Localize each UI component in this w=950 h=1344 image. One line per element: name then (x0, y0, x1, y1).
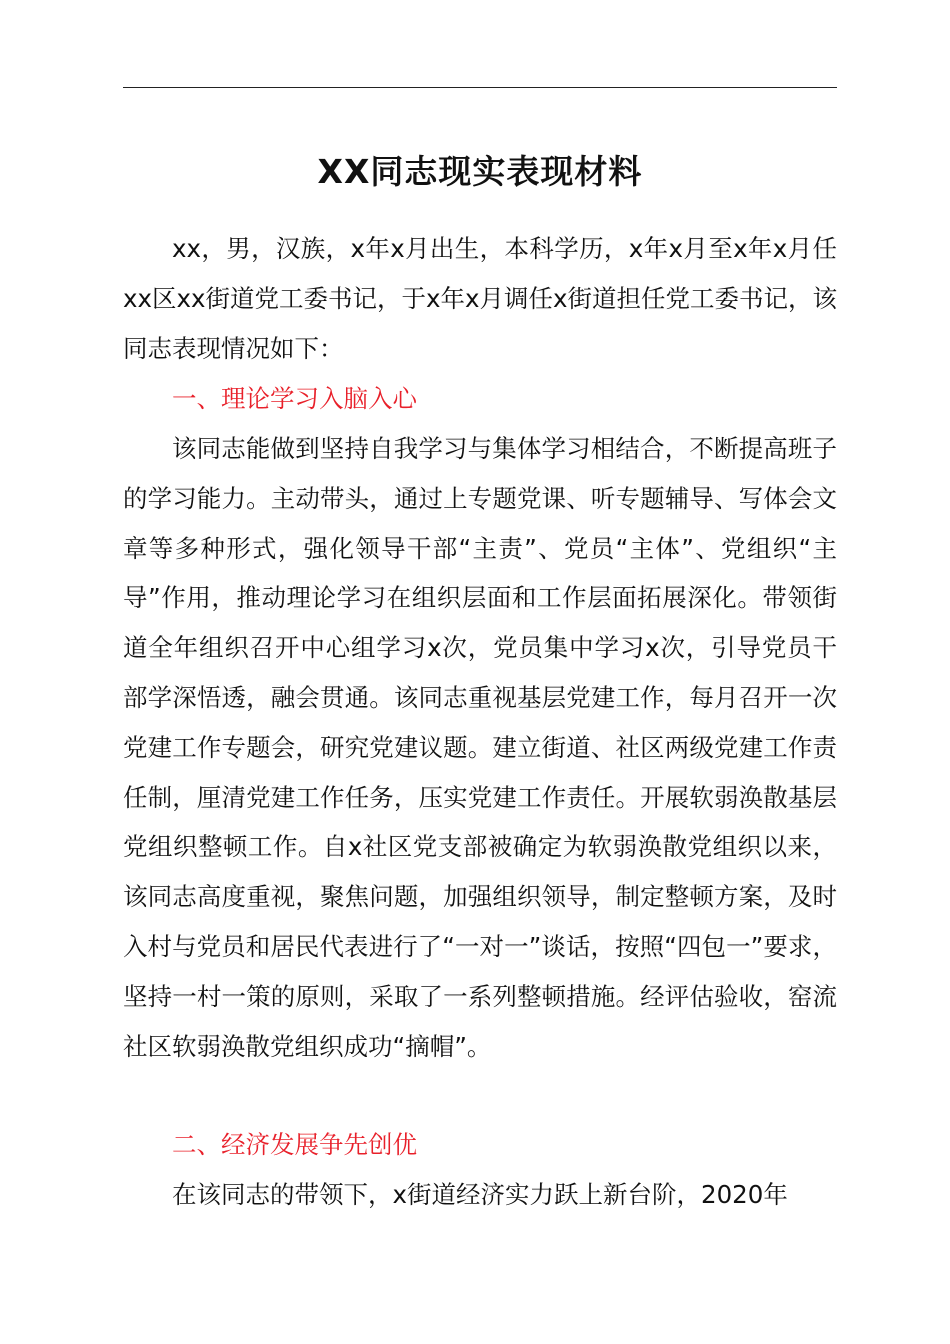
section-heading-theory-study: 一、理论学习入脑入心 (172, 384, 417, 413)
document-title: XX同志现实表现材料 (317, 152, 643, 191)
header-rule (123, 87, 837, 88)
section-paragraph-theory-study: 该同志能做到坚持自我学习与集体学习相结合，不断提高班子的学习能力。主动带头，通过上专题党课、听专题辅导、写体会文章等多种形式，强化领导干部“主责”、党员“主体”、党组织“主导”作用，推动理论学习在组织层面和工作层面拓展深化。带领街道全年组织召开中心组学习x次，党员集中学习x次，引导党员干部学深悟透，融会贯通。该同志重视基层党建工作，每月召开一次党建工作专题会，研究党建议题。建立街道、社区两级党建工作责任制，厘清党建工作任务，压实党建工作责任。开展软弱涣散基层党组织整顿工作。自x社区党支部被确定为软弱涣散党组织以来，该同志高度重视，聚焦问题，加强组织领导，制定整顿方案，及时入村与党员和居民代表进行了“一对一”谈话，按照“四包一”要求，坚持一村一策的原则，采取了一系列整顿措施。经评估验收，窑流社区软弱涣散党组织成功“摘帽”。 (123, 434, 837, 1061)
section-heading-economic-development: 二、经济发展争先创优 (172, 1130, 417, 1159)
section-paragraph-economic-development: 在该同志的带领下，x街道经济实力跃上新台阶，2020年 (172, 1180, 788, 1209)
intro-paragraph: xx，男，汉族，x年x月出生，本科学历，x年x月至x年x月任xx区xx街道党工委书记，于x年x月调任x街道担任党工委书记，该同志表现情况如下： (123, 234, 837, 363)
